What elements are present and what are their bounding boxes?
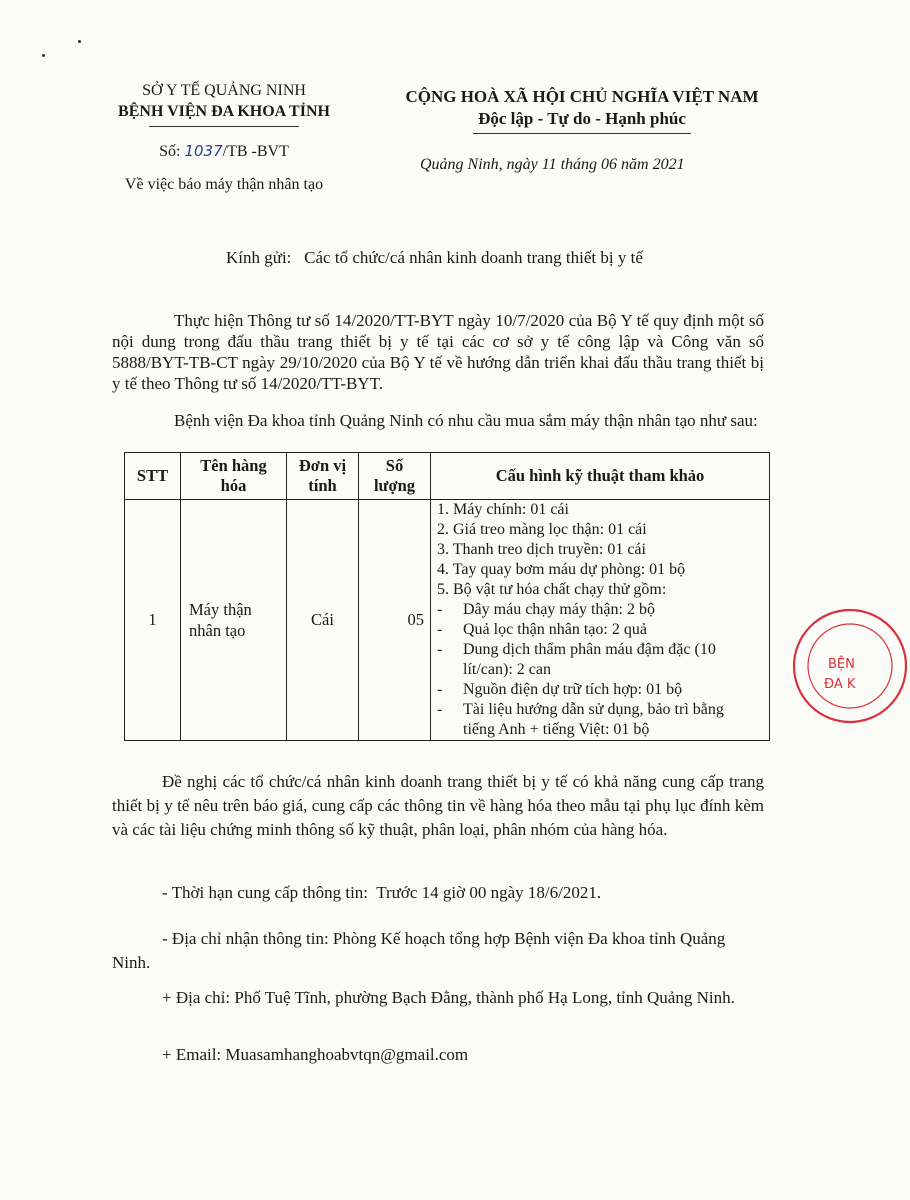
config-item: 1. Máy chính: 01 cái xyxy=(437,501,569,518)
national-heading xyxy=(372,86,792,134)
table-row xyxy=(125,500,770,741)
scan-speck xyxy=(42,54,45,57)
number-suffix: /TB -BVT xyxy=(222,143,289,160)
cell-stt: 1 xyxy=(125,500,181,741)
receiver-line: - Địa chỉ nhận thông tin: Phòng Kế hoạch tổng hợp Bệnh viện Đa khoa tỉnh Quảng Ninh. xyxy=(112,929,726,972)
header-name: Tên hàng hóa xyxy=(181,453,287,500)
equipment-table xyxy=(124,452,770,741)
header-qty: Số lượng xyxy=(359,453,431,500)
subitem-text: Dung dịch thẩm phân máu đậm đặc (10 xyxy=(463,641,716,658)
dash-bullet: - xyxy=(437,701,443,718)
document-subject: Về việc báo máy thận nhân tạo xyxy=(124,176,324,193)
dash-bullet: - xyxy=(437,641,443,658)
number-prefix: Số: xyxy=(159,143,185,160)
paragraph-request: Đề nghị các tổ chức/cá nhân kinh doanh trang thiết bị y tế có khả năng cung cấp trang thiết bị y tế nêu trên báo giá, cung cấp các thông tin về hàng hóa theo mẫu tại phụ lục đính kèm và các tài liệu chứng minh thông số kỹ thuật, phân loại, phân nhóm của hàng hóa. xyxy=(112,772,764,839)
deadline-line: - Thời hạn cung cấp thông tin: Trước 14 giờ 00 ngày 18/6/2021. xyxy=(162,883,602,902)
paragraph-need: Bệnh viện Đa khoa tỉnh Quảng Ninh có nhu cầu mua sắm máy thận nhân tạo như sau: xyxy=(174,411,758,430)
dash-bullet: - xyxy=(437,621,443,638)
cell-config xyxy=(431,500,770,741)
config-subitem xyxy=(437,700,763,720)
subitem-text: Tài liệu hướng dẫn sử dụng, bảo trì bằng xyxy=(463,701,724,718)
parent-org: SỞ Y TẾ QUẢNG NINH xyxy=(142,82,306,99)
cell-unit: Cái xyxy=(287,500,359,741)
date-line: Quảng Ninh, ngày 11 tháng 06 năm 2021 xyxy=(420,156,685,173)
number-handwritten: 1037 xyxy=(184,142,223,160)
config-item: 3. Thanh treo dịch truyền: 01 cái xyxy=(437,541,646,558)
config-subitem xyxy=(437,640,763,660)
header-stt: STT xyxy=(125,453,181,500)
issuer-block xyxy=(80,80,368,195)
config-subitem xyxy=(437,680,763,700)
config-item: 4. Tay quay bơm máu dự phòng: 01 bộ xyxy=(437,561,686,578)
scan-speck xyxy=(78,40,81,43)
dash-bullet: - xyxy=(437,681,443,698)
config-item: 5. Bộ vật tư hóa chất chạy thử gồm: xyxy=(437,581,667,598)
issuer-underline xyxy=(149,126,299,127)
table-header-row xyxy=(125,453,770,500)
config-subitem xyxy=(437,600,763,620)
config-subitem-cont: tiếng Anh + tiếng Việt: 01 bộ xyxy=(463,721,650,738)
stamp-seal xyxy=(790,606,910,726)
motto-underline xyxy=(473,133,691,134)
dash-bullet: - xyxy=(437,601,443,618)
hospital-name: BỆNH VIỆN ĐA KHOA TỈNH xyxy=(118,103,330,120)
cell-qty: 05 xyxy=(359,500,431,741)
subitem-text: Nguồn điện dự trữ tích hợp: 01 bộ xyxy=(463,681,683,698)
country-name: CỘNG HOÀ XÃ HỘI CHỦ NGHĨA VIỆT NAM xyxy=(405,87,759,106)
stamp-text-top: BỆN xyxy=(828,657,855,672)
document-number xyxy=(80,141,368,162)
recipient-line: Kính gửi: Các tổ chức/cá nhân kinh doanh trang thiết bị y tế xyxy=(226,248,643,267)
header-config: Cấu hình kỹ thuật tham khảo xyxy=(431,453,770,500)
header-unit: Đơn vị tính xyxy=(287,453,359,500)
email-line: + Email: Muasamhanghoabvtqn@gmail.com xyxy=(162,1045,469,1064)
subitem-text: Quả lọc thận nhân tạo: 2 quả xyxy=(463,621,647,638)
cell-name: Máy thận nhân tạo xyxy=(181,500,287,741)
config-subitem-cont: lít/can): 2 can xyxy=(463,661,551,678)
subitem-text: Dây máu chạy máy thận: 2 bộ xyxy=(463,601,655,618)
stamp-text-bottom: ĐA K xyxy=(824,677,856,692)
motto: Độc lập - Tự do - Hạnh phúc xyxy=(478,109,686,128)
config-item: 2. Giá treo màng lọc thận: 01 cái xyxy=(437,521,647,538)
config-subitem xyxy=(437,620,763,640)
address-line: + Địa chỉ: Phố Tuệ Tĩnh, phường Bạch Đằng, thành phố Hạ Long, tỉnh Quảng Ninh. xyxy=(162,988,735,1007)
paragraph-legal-basis: Thực hiện Thông tư số 14/2020/TT-BYT ngày 10/7/2020 của Bộ Y tế quy định một số nội dung trong đấu thầu trang thiết bị y tế tại các cơ sở y tế công lập và Công văn số 5888/BYT-TB-CT ngày 29/10/2020 của Bộ Y tế về hướng dẫn triển khai đấu thầu trang thiết bị y tế theo Thông tư số 14/2020/TT-BYT. xyxy=(112,311,764,393)
